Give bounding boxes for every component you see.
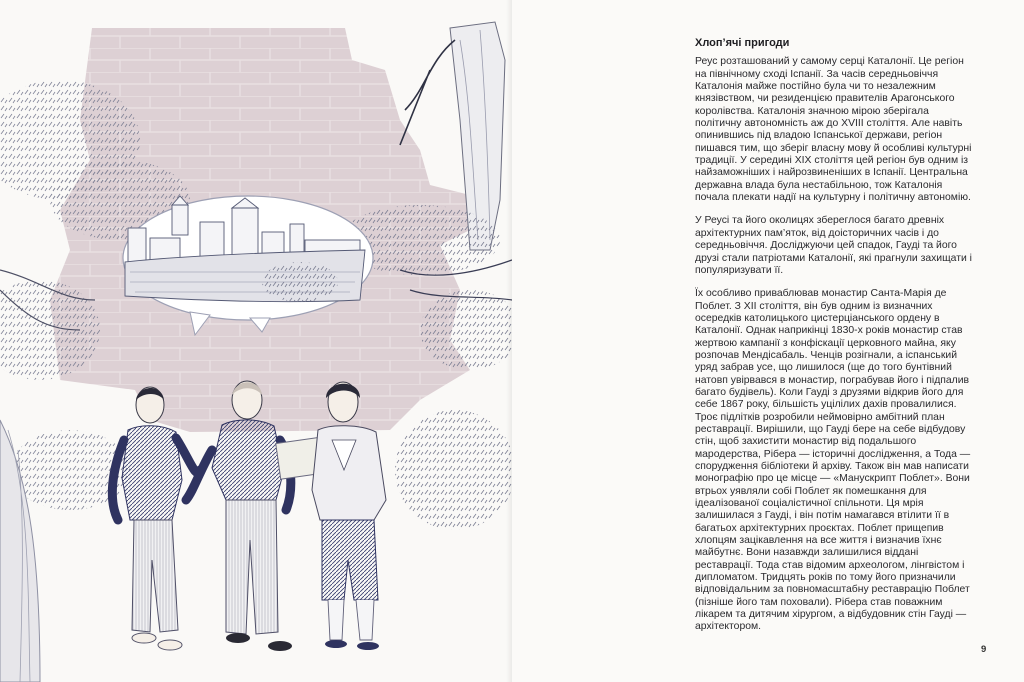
section-heading: Хлоп’ячі пригоди <box>695 37 790 49</box>
paragraph: Їх особливо приваблював монастир Санта-Марія де Поблет. З XII століття, він був одним із визначних осередків католицького цистерціанського ордену в Каталонії. Однак наприкінці 1830-х років монастир став жертвою кампанії з конфіскації церковного майна, яку розпочав Мендісабаль. Ченців розігнали, а іспанський уряд забрав усе, що лишилося (ще до того бунтівний натовп увірвався в монастир, пограбував його і підпалив багато будівель). Коли Гауді з друзями відкрив його для себе 1867 року, більшість уцілілих дахів провалилися. Троє підлітків розробили неймовірно амбітний план реставрації. Вирішили, що Гауді бере на себе відбудову стін, щоб захистити монастир від подальшого мародерства, Рібера — історичні дослідження, а Тода — спорудження бібліотеки й архіву. Також він мав написати монографію про це місце — «Манускрипт Поблет». Вони втрьох уявляли собі Поблет як помешкання для ідеалізованої соціалістичної спільноти. Ця мрія залишилася з Гауді, і він потім намагався втілити її в багатьох архітектурних проєктах. Поблет прищепив хлопцям зацікавлення на все життя і визначив їхнє майбутнє. Вони назавжди залишилися віддані реставрації. Тода став відомим археологом, лінгвістом і дипломатом. Тридцять років по тому його призначили відповідальним за повномасштабну реставрацію Поблет (пізніше його там поховали). Рібера став поважним лікарем та дитячим хірургом, а відбудовник стін Гауді — архітектором. <box>695 288 971 633</box>
article-text <box>695 37 977 645</box>
page-number: 9 <box>981 644 987 655</box>
paragraph: У Реусі та його околицях збереглося багато древніх архітектурних пам’яток, від доісторичних часів і до середньовіччя. Досліджуючи цей спадок, Гауді та його друзі стали патріотами Каталонії, які прагнули захищати і популяризувати її. <box>695 215 972 276</box>
paragraph: Реус розташований у самому серці Каталонії. Це регіон на північному сході Іспанії. За часів середньовіччя Каталонія майже постійно була чи то незалежним князівством, чи резиденцією правителів Арагонського королівства. Каталонія значною мірою зберігала політичну автономність аж до XVIII століття. Але навіть опинившись під владою Іспанської держави, регіон пишався тим, що зберіг власну мову й особливі культурні традиції. У середині XIX століття цей регіон був одним із найзаможніших і найрозвиненіших в Іспанії. Центральна державна влада була нестабільною, тож Каталонія почала плекати надії на культурну і політичну автономію. <box>695 56 972 204</box>
